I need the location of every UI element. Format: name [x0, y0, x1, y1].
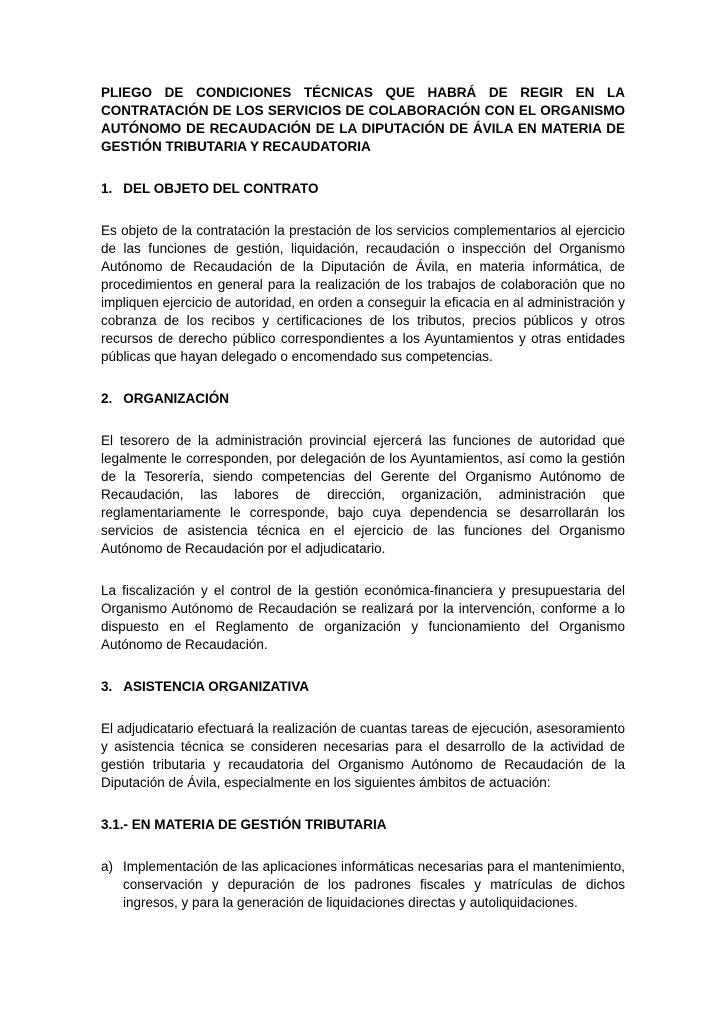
- section-1-paragraph-1: Es objeto de la contratación la prestación de los servicios complementarios al ejercicio de las funciones de gestión, liquidación, recaudación o inspección del Organismo Autónomo de Recaudación de la Diputación de Ávila, en materia informática, de procedimientos en general para la realización de los trabajos de colaboración que no impliquen ejercicio de autoridad, en orden a conseguir la eficacia en al administración y cobranza de los recibos y certificaciones de los tributos, precios públicos y otros recursos de derecho público correspondientes a los Ayuntamientos y otras entidades públicas que hayan delegado o encomendado sus competencias.: [101, 223, 625, 364]
- section-2-paragraph-1: El tesorero de la administración provincial ejercerá las funciones de autoridad que legalmente le corresponden, por delegación de los Ayuntamientos, así como la gestión de la Tesorería, siendo competencias del Gerente del Organismo Autónomo de Recaudación, las labores de dirección, organización, administración que reglamentariamente le corresponde, bajo cuya dependencia se desarrollarán los servicios de asistencia técnica en el ejercicio de las funciones del Organismo Autónomo de Recaudación por el adjudicatario.: [101, 433, 625, 556]
- list-item-a-marker: a): [101, 859, 114, 874]
- list-item-a: [101, 858, 625, 912]
- subsection-3-1-heading: 3.1.- EN MATERIA DE GESTIÓN TRIBUTARIA: [101, 817, 387, 832]
- section-2-heading: [101, 390, 625, 408]
- section-2-number: 2.: [101, 391, 113, 406]
- document-title: PLIEGO DE CONDICIONES TÉCNICAS QUE HABRÁ DE REGIR EN LA CONTRATACIÓN DE LOS SERVICIOS DE COLABORACIÓN CON EL ORGANISMO AUTÓNOMO DE RECAUDACIÓN DE LA DIPUTACIÓN DE ÁVILA EN MATERIA DE GESTIÓN TRIBUTARIA Y RECAUDATORIA: [101, 85, 625, 154]
- section-1-heading-label: DEL OBJETO DEL CONTRATO: [123, 181, 319, 196]
- section-1-number: 1.: [101, 181, 113, 196]
- section-3-heading-label: ASISTENCIA ORGANIZATIVA: [123, 679, 310, 694]
- section-3-paragraph-1: El adjudicatario efectuará la realización de cuantas tareas de ejecución, asesoramiento y asistencia técnica se consideren necesarias para el desarrollo de la actividad de gestión tributaria y recaudatoria del Organismo Autónomo de Recaudación de la Diputación de Ávila, especialmente en los siguientes ámbitos de actuación:: [101, 721, 625, 790]
- section-1-heading: [101, 180, 625, 198]
- list-item-a-text: Implementación de las aplicaciones informáticas necesarias para el mantenimiento, conservación y depuración de los padrones fiscales y matrículas de dichos ingresos, y para la generación de liquidaciones directas y autoliquidaciones.: [123, 859, 625, 910]
- section-3-heading: [101, 678, 625, 696]
- section-3-number: 3.: [101, 679, 113, 694]
- section-2-paragraph-2: La fiscalización y el control de la gestión económica-financiera y presupuestaria del Organismo Autónomo de Recaudación se realizará por la intervención, conforme a lo dispuesto en el Reglamento de organización y funcionamiento del Organismo Autónomo de Recaudación.: [101, 583, 625, 652]
- section-2-heading-label: ORGANIZACIÓN: [123, 391, 230, 406]
